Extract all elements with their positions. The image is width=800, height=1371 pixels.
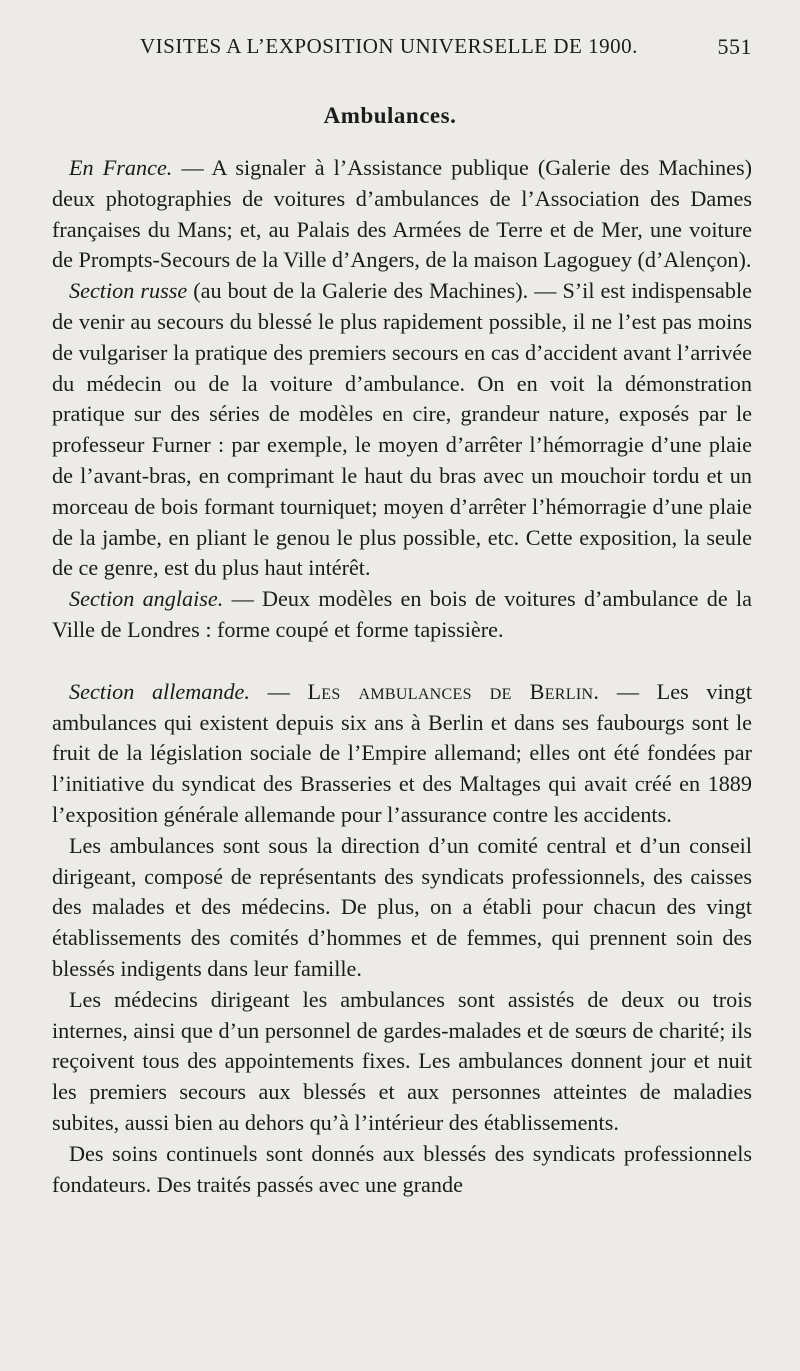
paragraph-anglaise [52,584,752,646]
paragraph-text: — A signaler à l’Assistance publique (Galerie des Machines) deux photographies de voitures d’ambulances de l’Association des Dames françaises du Mans; et, au Palais des Armées de Terre et de Mer, une voiture de Prompts-Secours de la Ville d’Angers, de la maison Lagoguey (d’Alençon). [52,155,752,273]
paragraph-lead: Section russe [69,278,188,304]
paragraph-text: — Deux modèles en bois de voitures d’ambulance de la Ville de Londres : forme coupé et forme tapissière. [52,586,752,642]
paragraph-text: Les ambulances sont sous la direction d’un comité central et d’un conseil dirigeant, composé de représentants des syndicats professionnels, des caisses des malades et des médecins. De plus, on a établi pour chacun des vingt établissements des comités d’hommes et de femmes, qui prennent soin des blessés indigents dans leur famille. [52,832,752,981]
page-number: 551 [717,34,752,59]
paragraph-lead: Section allemande. [69,678,250,704]
running-head [140,34,752,64]
section-title: Ambulances. [323,103,457,128]
paragraph-direction [52,831,752,985]
paragraph-text: Des soins continuels sont donnés aux blessés des syndicats professionnels fondateurs. Des traités passés avec une grande [52,1140,752,1197]
paragraph-lead: Section anglaise. [69,586,224,612]
paragraph-russe [52,276,752,584]
running-head-title: VISITES A L’EXPOSITION UNIVERSELLE DE 1900. [140,34,638,58]
paragraph-allemande: Section allemande. — Les ambulances de Berlin. — Les vingt ambulances qui existent depuis six ans à Berlin et dans ses faubourgs sont le fruit de la législation sociale de l’Empire allemand; elles ont été fondées par l’initiative du syndicat des Brasseries et des Maltages qui avait créé en 1889 l’exposition générale allemande pour l’assurance contre les accidents. [52,678,752,827]
paragraph-subheading: Les ambulances de Berlin. [307,678,600,704]
paragraph-lead: En France. [69,155,173,180]
paragraph-medecins [52,985,752,1139]
paragraph-text: — Les vingt ambulances qui existent depuis six ans à Berlin et dans ses faubourgs sont le fruit de la législation sociale de l’Empire allemand; elles ont été fondées par l’initiative du syndicat des Brasseries et des Maltages qui avait créé en 1889 l’exposition générale allemande pour l’assurance contre les accidents. [52,678,752,827]
paragraph-soins [52,1139,752,1201]
paragraph-text: (au bout de la Galerie des Machines). — S’il est indispensable de venir au secours du blessé le plus rapidement possible, il ne l’est pas moins de vulgariser la pratique des premiers secours en cas d’accident avant l’arrivée du médecin ou de la voiture d’ambulance. On en voit la démonstration pratique sur des séries de modèles en cire, grandeur nature, exposés par le professeur Furner : par exemple, le moyen d’arrêter l’hémorragie d’une plaie de l’avant-bras, en comprimant le haut du bras avec un mouchoir tordu et un morceau de bois formant tourniquet; moyen d’arrêter l’hémorragie d’une plaie de la jambe, en pliant le genou le plus possible, etc. Cette exposition, la seule de ce genre, est du plus haut intérêt. [52,278,752,581]
body-text [52,153,752,1200]
paragraph-text: Les médecins dirigeant les ambulances sont assistés de deux ou trois internes, ainsi que d’un personnel de gardes-malades et de sœurs de charité; ils reçoivent tous des appointements fixes. Les ambulances donnent jour et nuit les premiers secours aux blessés et aux personnes atteintes de maladies subites, aussi bien au dehors qu’à l’intérieur des établissements. [52,986,752,1135]
paragraph-france [52,153,752,276]
